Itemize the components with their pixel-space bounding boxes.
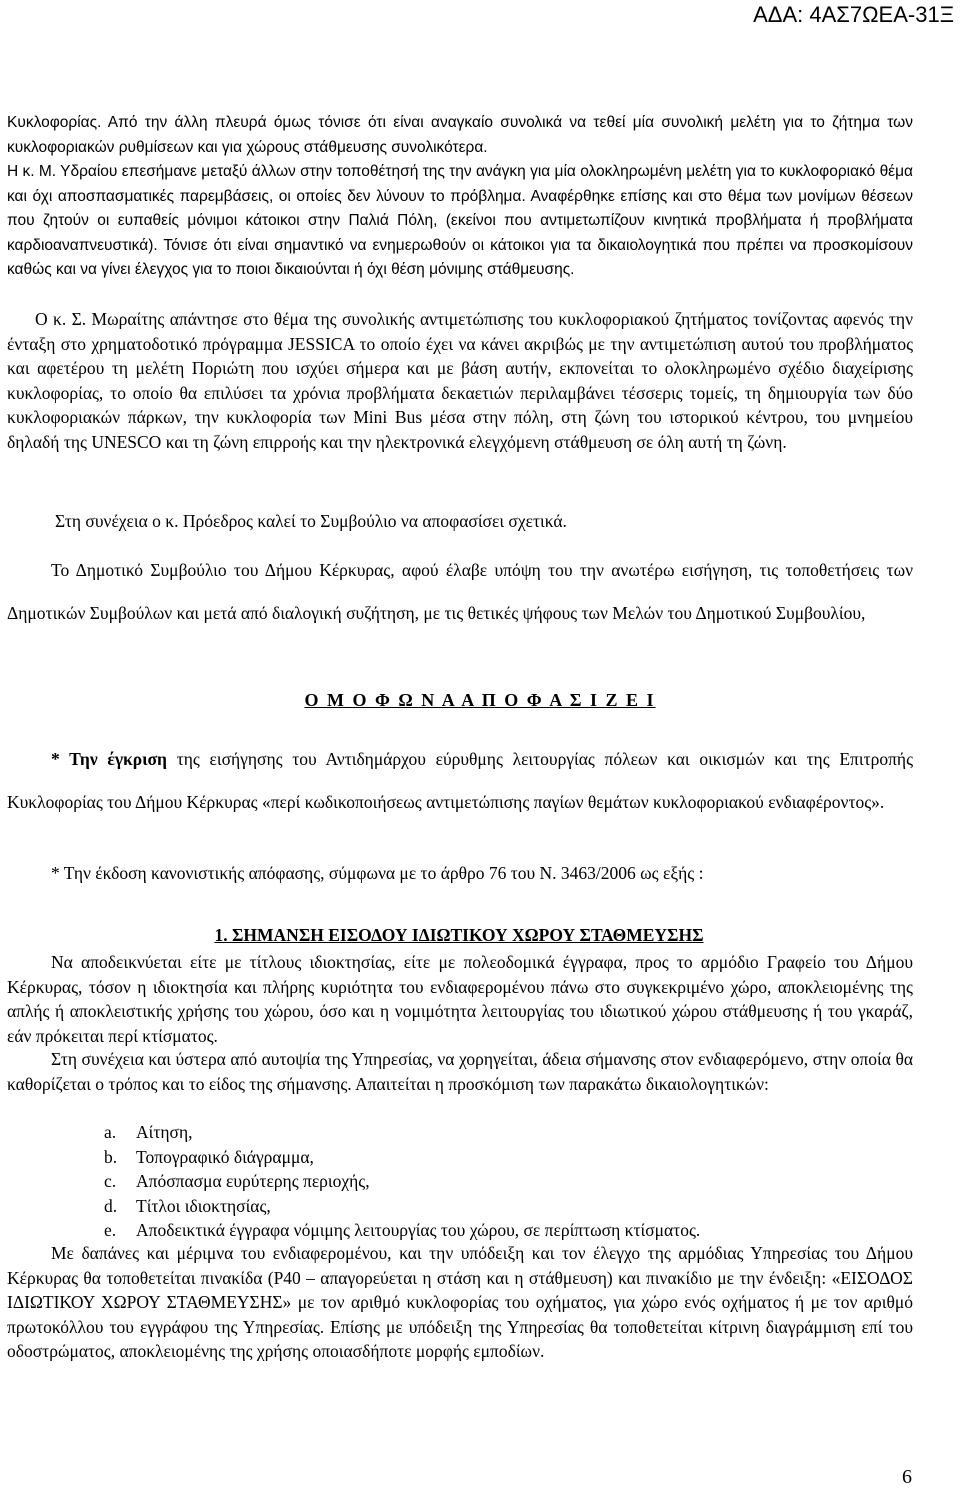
- paragraph-text: * Την έκδοση κανονιστικής απόφασης, σύμφωνα με το άρθρο 76 του Ν. 3463/2006 ως εξής :: [51, 863, 704, 883]
- list-letter: b.: [104, 1146, 118, 1167]
- section-1-paragraph-3: [7, 1241, 913, 1364]
- list-text: Αίτηση,: [136, 1122, 193, 1142]
- paragraph-text: Το Δημοτικό Συμβούλιο του Δήμου Κέρκυρας, αφού έλαβε υπόψη του την ανωτέρω εισήγηση, τις τοποθετήσεις των Δημοτικών Συμβούλων και μετά από διαλογική συζήτηση, με τις θετικές ψήφους των Μελών του Δημοτικού Συμβουλίου,: [7, 560, 913, 623]
- list-text: Τίτλοι ιδιοκτησίας,: [136, 1195, 271, 1216]
- page-number: 6: [902, 1466, 912, 1488]
- list-item: [104, 1120, 700, 1145]
- list-letter: e.: [104, 1220, 117, 1241]
- documents-list: [104, 1120, 700, 1243]
- paragraph-ydraiou: [7, 160, 913, 283]
- paragraph-moraitis: [7, 307, 913, 455]
- paragraph-text: Η κ. Μ. Υδραίου επεσήμανε μεταξύ άλλων στην τοποθέτησή της την ανάγκη για μία ολοκληρωμένη μελέτη για το κυκλοφοριακό θέμα και όχι αποσπασματικές παρεμβάσεις, οι οποίες δεν λύνουν το πρόβλημα. Αναφέρθηκε επίσης και στο θέμα των μονίμων θέσεων που ζητούν οι ευπαθείς μόνιμοι κάτοικοι στην Παλιά Πόλη, (εκείνοι που αντιμετωπίζουν κινητικά προβλήματα ή προβλήματα καρδιοαναπνευστικά). Τόνισε ότι είναι σημαντικό να ενημερωθούν οι κάτοικοι για τα δικαιολογητικά που πρέπει να προσκομίσουν καθώς και να γίνει έλεγχος για το ποιοι δικαιούνται ή όχι θέση μόνιμης στάθμευσης.: [7, 163, 913, 279]
- paragraph-text: Στη συνέχεια ο κ. Πρόεδρος καλεί το Συμβούλιο να αποφασίσει σχετικά.: [55, 511, 567, 531]
- list-item: [104, 1194, 700, 1219]
- section-1-title: 1. ΣΗΜΑΝΣΗ ΕΙΣΟΔΟΥ ΙΔΙΩΤΙΚΟΥ ΧΩΡΟΥ ΣΤΑΘΜΕΥΣΗΣ: [214, 925, 704, 945]
- list-text: Αποδεικτικά έγγραφα νόμιμης λειτουργίας του χώρου, σε περίπτωση κτίσματος.: [136, 1220, 701, 1241]
- decision-title: Ο Μ Ο Φ Ω Ν Α Α Π Ο Φ Α Σ Ι Ζ Ε Ι: [304, 690, 656, 710]
- paragraph-president: [7, 508, 913, 534]
- list-item: [104, 1218, 700, 1243]
- paragraph-council: [7, 549, 913, 635]
- approval-text: της εισήγησης του Αντιδημάρχου εύρυθμης λειτουργίας πόλεων και οικισμών και της Επιτροπής Κυκλοφορίας του Δήμου Κέρκυρας «περί κωδικοποιήσεως αντιμετώπισης παγίων θεμάτων κυκλοφοριακού ενδιαφέροντος».: [7, 749, 913, 812]
- list-letter: c.: [104, 1171, 117, 1192]
- ada-code: ΑΔΑ: 4ΑΣ7ΩΕΑ-31Ξ: [753, 2, 954, 27]
- list-letter: a.: [104, 1122, 117, 1142]
- list-text: Απόσπασμα ευρύτερης περιοχής,: [136, 1171, 370, 1192]
- paragraph-circulation: [7, 111, 913, 160]
- approval-bold: * Την έγκριση: [51, 749, 167, 769]
- list-letter: d.: [104, 1195, 118, 1216]
- paragraph-text: Με δαπάνες και μέριμνα του ενδιαφερομένου, και την υπόδειξη και τον έλεγχο της αρμόδιας Υπηρεσίας του Δήμου Κέρκυρας θα τοποθετείται πινακίδα (Ρ40 – απαγορεύεται η στάση και η στάθμευση) και πινακίδιο με την ένδειξη: «ΕΙΣΟΔΟΣ ΙΔΙΩΤΙΚΟΥ ΧΩΡΟΥ ΣΤΑΘΜΕΥΣΗΣ» με τον αριθμό κυκλοφορίας του οχήματος, για χώρο ενός οχήματος ή με τον αριθμό πρωτοκόλλου του εγγράφου της Υπηρεσίας. Επίσης με υπόδειξη της Υπηρεσίας θα τοποθετείται κίτρινη διαγράμμιση επί του οδοστρώματος, αποκλειομένης της χρήσης οποιασδήποτε μορφής εμποδίων.: [7, 1243, 913, 1362]
- list-item: [104, 1169, 700, 1194]
- list-item: [104, 1145, 700, 1170]
- paragraph-text: Ο κ. Σ. Μωραίτης απάντησε στο θέμα της συνολικής αντιμετώπισης του κυκλοφοριακού ζητήματος τονίζοντας αφενός την ένταξη στο χρηματοδοτικό πρόγραμμα JESSICA το οποίο έχει να κάνει ακριβώς με την αντιμετώπιση αυτού του προβλήματος και αφετέρου τη μελέτη Ποριώτη που ισχύει σήμερα και με βάση αυτήν, εκπονείται το ολοκληρωμένο σχέδιο διαχείρισης κυκλοφορίας, το οποίο θα επιλύσει τα χρόνια προβλήματα δεκαετιών περιλαμβάνει τέσσερις τομείς, τη δημιουργία των δύο κυκλοφοριακών πάρκων, την κυκλοφορία των Mini Bus μέσα στην πόλη, στη ζώνη του ιστορικού κέντρου, του μνημείου δηλαδή της UNESCO και τη ζώνη επιρροής και την ηλεκτρονικά ελεγχόμενη στάθμευση σε όλη αυτή τη ζώνη.: [7, 309, 913, 452]
- paragraph-approval: [7, 738, 913, 824]
- section-1-paragraph-1: [7, 950, 913, 1048]
- paragraph-text: Στη συνέχεια και ύστερα από αυτοψία της Υπηρεσίας, να χορηγείται, άδεια σήμανσης στον ενδιαφερόμενο, στην οποία θα καθορίζεται ο τρόπος και το είδος της σήμανσης. Απαιτείται η προσκόμιση των παρακάτω δικαιολογητικών:: [7, 1049, 913, 1094]
- paragraph-text: Κυκλοφορίας. Από την άλλη πλευρά όμως τόνισε ότι είναι αναγκαίο συνολικά να τεθεί μία συνολική μελέτη για το ζήτημα των κυκλοφοριακών ρυθμίσεων και για χώρους στάθμευσης συνολικότερα.: [7, 114, 913, 156]
- paragraph-text: Να αποδεικνύεται είτε με τίτλους ιδιοκτησίας, είτε με πολεοδομικά έγγραφα, προς το αρμόδιο Γραφείο του Δήμου Κέρκυρας, τόσον η ιδιοκτησία και πλήρης κυριότητα του ενδιαφερομένου πάνω στο συγκεκριμένο χώρο, αποκλειομένης της απλής ή αποκλειστικής χρήσης του χώρου, όσο και η νομιμότητα λειτουργίας του ιδιωτικού χώρου στάθμευσης ή του γκαράζ, εάν πρόκειται περί κτίσματος.: [7, 952, 913, 1046]
- section-1-paragraph-2: [7, 1047, 913, 1096]
- paragraph-regulatory: [7, 860, 913, 886]
- list-text: Τοπογραφικό διάγραμμα,: [136, 1146, 314, 1167]
